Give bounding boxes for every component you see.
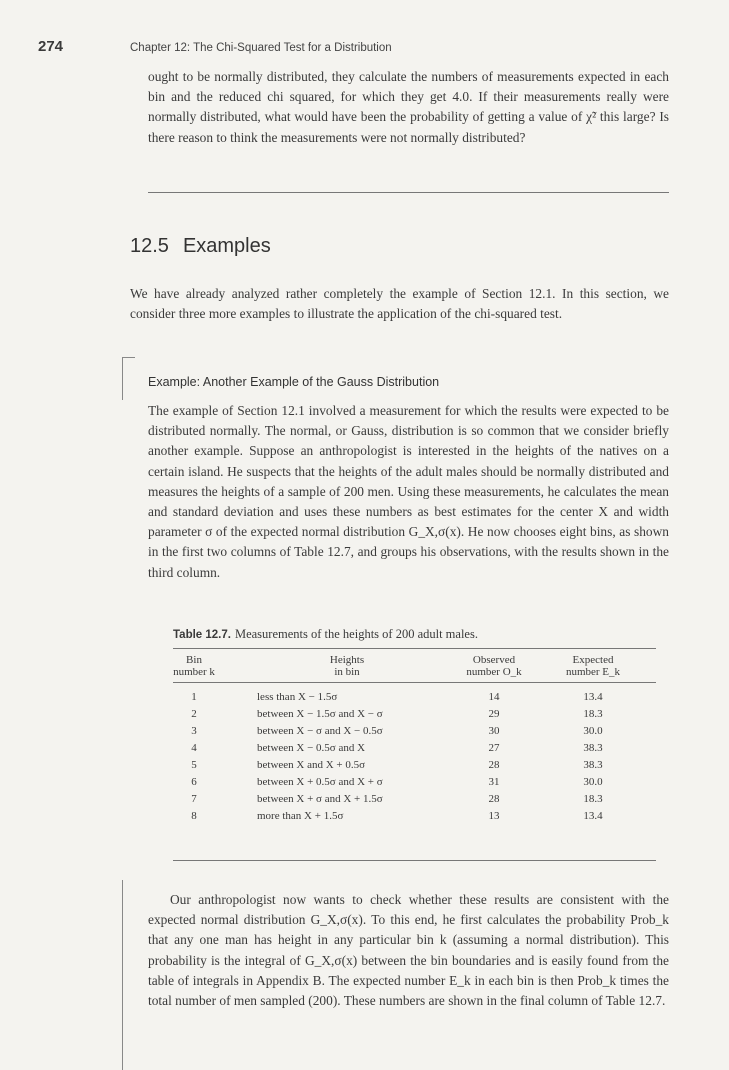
cell-heights: less than X − 1.5σ [257, 691, 338, 703]
cell-bin: 6 [191, 776, 197, 788]
table-bottom-rule [173, 860, 656, 861]
example-frame-corner [122, 357, 135, 400]
cell-expected: 18.3 [583, 708, 603, 720]
cell-bin: 8 [191, 810, 197, 822]
header-expected [553, 654, 633, 678]
cell-expected: 13.4 [583, 810, 603, 822]
page-header [38, 38, 669, 55]
cell-observed: 28 [488, 793, 500, 805]
cell-bin: 3 [191, 725, 197, 737]
cell-expected: 30.0 [583, 776, 603, 788]
cell-expected: 38.3 [583, 742, 603, 754]
cell-observed: 27 [488, 742, 500, 754]
example-frame-line [122, 880, 123, 1070]
section-title: Examples [182, 235, 271, 257]
table-row [173, 690, 656, 704]
closing-section [148, 890, 669, 1011]
table-top-rule [173, 648, 656, 649]
cell-expected: 38.3 [583, 759, 603, 771]
header-observed [458, 654, 530, 678]
section-number: 12.5 [130, 235, 169, 257]
cell-bin: 5 [191, 759, 197, 771]
cell-bin: 2 [191, 708, 197, 720]
page-number: 274 [38, 38, 64, 55]
cell-expected: 13.4 [583, 691, 603, 703]
header-expected-line2: number E_k [565, 666, 621, 678]
data-table [173, 648, 656, 868]
running-head: Chapter 12: The Chi-Squared Test for a Distribution [130, 42, 392, 54]
cell-observed: 28 [488, 759, 500, 771]
header-heights [297, 654, 397, 678]
cell-heights: between X + 0.5σ and X + σ [257, 776, 383, 788]
intro-paragraph: ought to be normally distributed, they calculate the numbers of measurements expected in each bin and the reduced chi squared, for which they get 4.0. If their measurements really were normally distributed, what would have been the probability of getting a value of χ̃² this large? Is there reason to think the measurements were not normally distributed? [148, 69, 669, 145]
header-bin-line1: Bin [186, 654, 202, 666]
table-caption [173, 627, 478, 642]
table-caption-text: Measurements of the heights of 200 adult males. [234, 627, 478, 641]
table-row [173, 724, 656, 738]
cell-heights: more than X + 1.5σ [257, 810, 344, 822]
table-row [173, 758, 656, 772]
cell-heights: between X + σ and X + 1.5σ [257, 793, 383, 805]
header-bin-line2: number k [173, 666, 215, 678]
cell-observed: 30 [488, 725, 500, 737]
header-expected-line1: Expected [572, 654, 614, 666]
cell-observed: 29 [488, 708, 500, 720]
section-heading [130, 235, 271, 258]
cell-observed: 31 [488, 776, 500, 788]
cell-expected: 18.3 [583, 793, 603, 805]
table-label: Table 12.7. [173, 629, 231, 641]
section-intro-paragraph: We have already analyzed rather completely the example of Section 12.1. In this section, we consider three more examples to illustrate the application of the chi-squared test. [130, 286, 669, 322]
table-row [173, 792, 656, 806]
table-row [173, 775, 656, 789]
header-heights-line2: in bin [334, 666, 360, 678]
header-bin [173, 654, 215, 678]
table-row [173, 809, 656, 823]
closing-paragraph: Our anthropologist now wants to check whether these results are consistent with the expected normal distribution G_X,σ(x). To this end, he first calculates the probability Prob_k that any one man has height in any particular bin k (assuming a normal distribution). This probability is the integral of G_X,σ(x) between the bin boundaries and is easily found from the table of integrals in Appendix B. The expected number E_k in each bin is then Prob_k times the total number of men sampled (200). These numbers are shown in the final column of Table 12.7. [148, 892, 669, 1009]
header-observed-line2: number O_k [466, 666, 522, 678]
table-row [173, 741, 656, 755]
cell-bin: 4 [191, 742, 197, 754]
cell-observed: 13 [488, 810, 500, 822]
cell-heights: between X and X + 0.5σ [257, 759, 366, 771]
header-observed-line1: Observed [472, 654, 516, 666]
cell-heights: between X − σ and X − 0.5σ [257, 725, 383, 737]
table-header-rule [173, 682, 656, 683]
section-divider [148, 192, 669, 193]
cell-bin: 7 [191, 793, 197, 805]
example-body-paragraph: The example of Section 12.1 involved a measurement for which the results were expected to be distributed normally. The normal, or Gauss, distribution is so common that we consider briefly another example. Suppose an anthropologist is interested in the heights of the natives on a certain island. He suspects that the heights of the adult males should be normally distributed and measures the heights of a sample of 200 men. Using these measurements, he calculates the mean and standard deviation and uses these numbers as best estimates for the center X and width parameter σ of the expected normal distribution G_X,σ(x). He now chooses eight bins, as shown in the first two columns of Table 12.7, and groups his observations, with the results shown in the third column. [148, 403, 669, 580]
cell-expected: 30.0 [583, 725, 603, 737]
cell-heights: between X − 1.5σ and X − σ [257, 708, 383, 720]
cell-bin: 1 [191, 691, 197, 703]
cell-observed: 14 [488, 691, 500, 703]
table-row [173, 707, 656, 721]
header-heights-line1: Heights [329, 654, 365, 666]
example-title: Example: Another Example of the Gauss Distribution [148, 375, 440, 389]
cell-heights: between X − 0.5σ and X [257, 742, 366, 754]
